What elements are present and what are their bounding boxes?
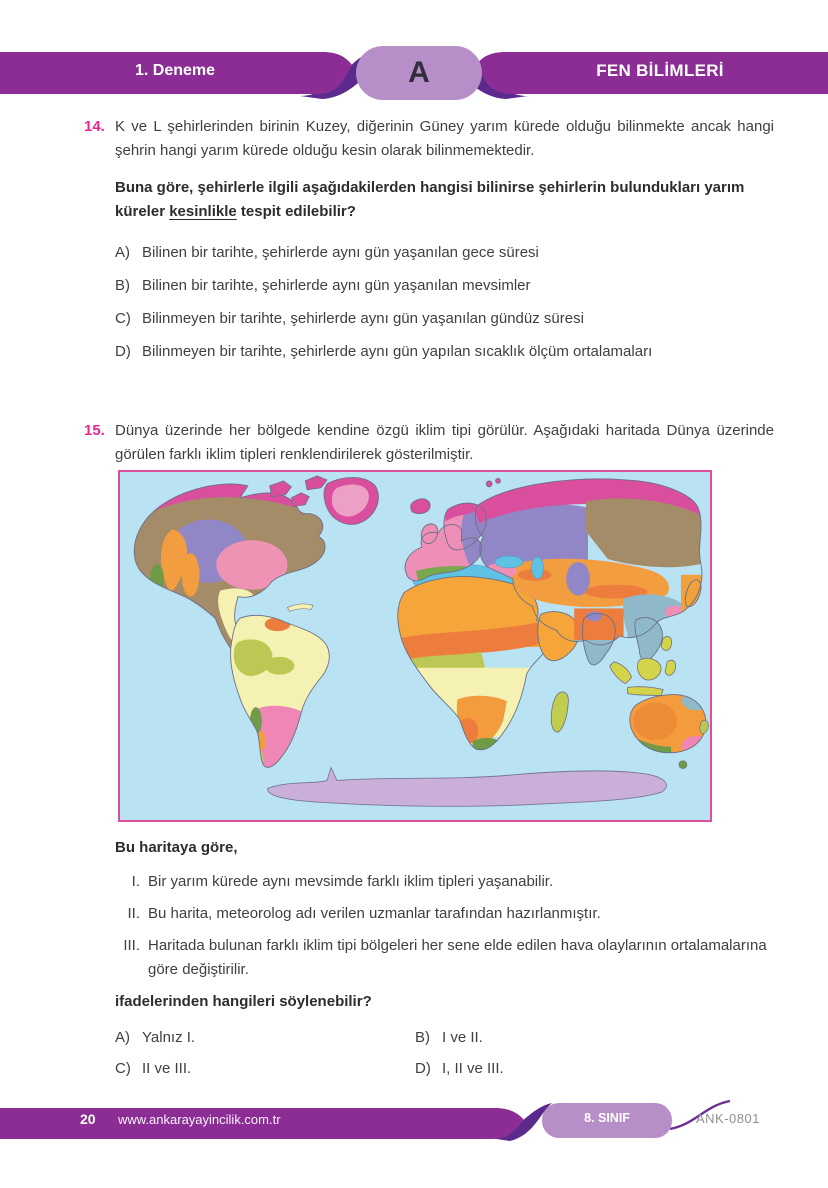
climate-world-map xyxy=(118,470,712,822)
statement-2 xyxy=(115,902,774,926)
statement-list xyxy=(115,870,774,982)
option-label: C) xyxy=(115,1060,131,1077)
q14-option-b xyxy=(115,274,774,298)
question-body xyxy=(115,115,774,364)
question-intro: Dünya üzerinde her bölgede kendine özgü iklim tipi görülür. Aşağıdaki haritada Dünya üzerinde görülen farklı iklim tipleri renklendirilerek gösterilmiştir. xyxy=(115,422,774,463)
grade-badge: 8. SINIF xyxy=(584,1111,630,1125)
madagascar xyxy=(551,692,568,732)
tasmania xyxy=(679,761,687,769)
q14-option-a xyxy=(115,241,774,265)
q15-options xyxy=(115,1026,774,1081)
option-label: C) xyxy=(115,310,131,327)
option-label: B) xyxy=(415,1029,430,1046)
statement-numeral: III. xyxy=(123,937,140,954)
page-number: 20 xyxy=(80,1111,96,1127)
new-zealand xyxy=(700,720,709,733)
question-14 xyxy=(84,115,774,364)
stem-before: Buna göre, şehirlerle ilgili aşağıdakilerden hangisi bilinirse şehirlerin bulundukları yarım küreler xyxy=(115,179,745,220)
option-text: Bilinen bir tarihte, şehirlerde aynı gün yaşanılan mevsimler xyxy=(142,277,531,294)
antarctica xyxy=(268,768,667,807)
question-stem xyxy=(115,176,774,224)
arabia xyxy=(538,612,579,661)
publisher-url: www.ankarayayincilik.com.tr xyxy=(118,1112,281,1127)
booklet-code: ANK-0801 xyxy=(696,1111,760,1126)
option-text: Yalnız I. xyxy=(142,1029,196,1046)
statement-3 xyxy=(115,934,774,982)
option-label: B) xyxy=(115,277,130,294)
q15-option-b xyxy=(415,1026,774,1050)
question-number: 15. xyxy=(84,422,105,439)
world-map-graphic xyxy=(120,472,710,820)
question-15-body xyxy=(84,836,774,1081)
statement-numeral: I. xyxy=(131,873,140,890)
question-number: 14. xyxy=(84,118,105,135)
option-text: I, II ve III. xyxy=(442,1060,504,1077)
option-text: Bilinen bir tarihte, şehirlerde aynı gün yaşanılan gece süresi xyxy=(142,244,539,261)
caribbean-islands xyxy=(287,604,313,612)
statement-text: Bir yarım kürede aynı mevsimde farklı iklim tipleri yaşanabilir. xyxy=(148,873,554,890)
booklet-letter: A xyxy=(408,56,430,89)
option-text: I ve II. xyxy=(442,1029,483,1046)
q14-option-c xyxy=(115,307,774,331)
australia xyxy=(621,685,710,764)
option-label: A) xyxy=(115,244,130,261)
q15-option-a xyxy=(115,1026,415,1050)
option-label: D) xyxy=(115,343,131,360)
question-intro: K ve L şehirlerinden birinin Kuzey, diğerinin Güney yarım kürede olduğu bilinmekte ancak hangi şehrin hangi yarım kürede olduğu kesin olarak bilinmemektedir. xyxy=(115,118,774,159)
exam-label: 1. Deneme xyxy=(134,62,216,79)
statement-text: Bu harita, meteorolog adı verilen uzmanlar tarafından hazırlanmıştır. xyxy=(148,905,601,922)
stem-underlined-word: kesinlikle xyxy=(169,203,237,220)
q15-option-d xyxy=(415,1057,774,1081)
option-text: Bilinmeyen bir tarihte, şehirlerde aynı gün yapılan sıcaklık ölçüm ortalamaları xyxy=(142,343,653,360)
question-15-intro xyxy=(84,419,774,467)
map-caption: Bu haritaya göre, xyxy=(115,839,238,856)
subject-title: FEN BİLİMLERİ xyxy=(596,61,724,80)
q14-option-d xyxy=(115,340,774,364)
q15-option-c xyxy=(115,1057,415,1081)
question-stem: ifadelerinden hangileri söylenebilir? xyxy=(115,993,372,1010)
south-america xyxy=(220,610,339,778)
statement-numeral: II. xyxy=(127,905,140,922)
stem-after: tespit edilebilir? xyxy=(236,203,356,220)
option-label: D) xyxy=(415,1060,431,1077)
statement-1 xyxy=(115,870,774,894)
option-label: A) xyxy=(115,1029,130,1046)
option-text: II ve III. xyxy=(142,1060,192,1077)
statement-text: Haritada bulunan farklı iklim tipi bölgeleri her sene elde edilen hava olaylarının ortalamalarına göre değiştirilir. xyxy=(148,937,767,978)
option-text: Bilinmeyen bir tarihte, şehirlerde aynı gün yaşanılan gündüz süresi xyxy=(142,310,584,327)
